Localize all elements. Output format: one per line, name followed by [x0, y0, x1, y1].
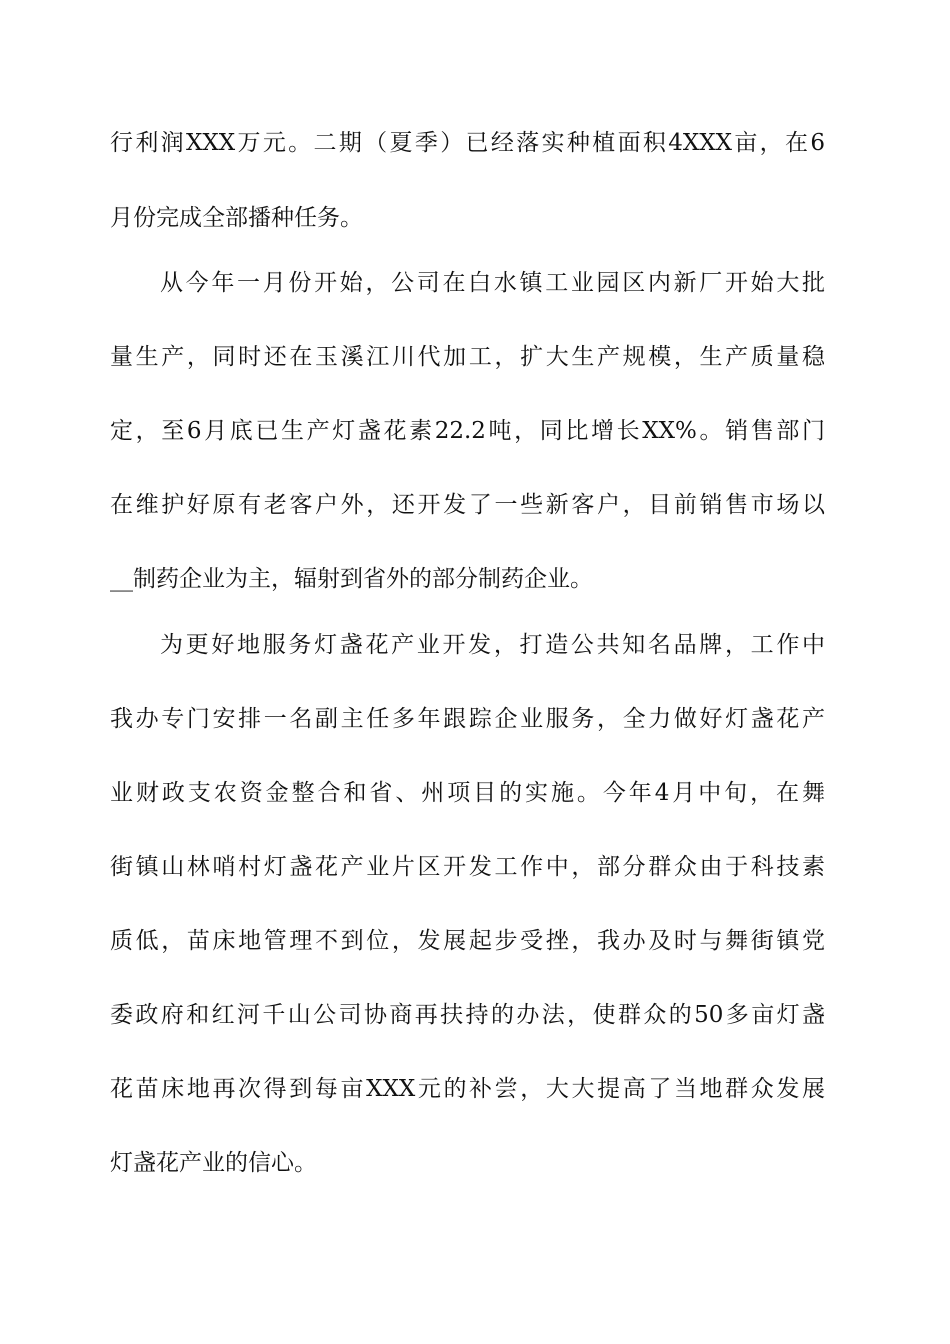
text-line: 业财政支农资金整合和省、州项目的实施。今年4月中旬，在舞 — [110, 780, 825, 806]
text-line: 行利润XXX万元。二期（夏季）已经落实种植面积4XXX亩，在6 — [110, 130, 825, 156]
text-line: 街镇山林哨村灯盏花产业片区开发工作中，部分群众由于科技素 — [110, 854, 825, 880]
text-line: 花苗床地再次得到每亩XXX元的补尝，大大提高了当地群众发展 — [110, 1076, 825, 1102]
text-line: 从今年一月份开始，公司在白水镇工业园区内新厂开始大批 — [160, 270, 825, 296]
text-line: 量生产，同时还在玉溪江川代加工，扩大生产规模，生产质量稳 — [110, 344, 825, 370]
text-line: 为更好地服务灯盏花产业开发，打造公共知名品牌，工作中 — [160, 632, 825, 658]
text-line: 月份完成全部播种任务。 — [110, 205, 363, 231]
text-line: 委政府和红河千山公司协商再扶持的办法，使群众的50多亩灯盏 — [110, 1002, 825, 1028]
text-line: 在维护好原有老客户外，还开发了一些新客户，目前销售市场以 — [110, 492, 825, 518]
text-line: __制药企业为主，辐射到省外的部分制药企业。 — [110, 566, 593, 592]
text-line: 定，至6月底已生产灯盏花素22.2吨，同比增长XX%。销售部门 — [110, 418, 825, 444]
text-line: 灯盏花产业的信心。 — [110, 1150, 317, 1176]
text-line: 质低，苗床地管理不到位，发展起步受挫，我办及时与舞街镇党 — [110, 928, 825, 954]
text-line: 我办专门安排一名副主任多年跟踪企业服务，全力做好灯盏花产 — [110, 706, 825, 732]
